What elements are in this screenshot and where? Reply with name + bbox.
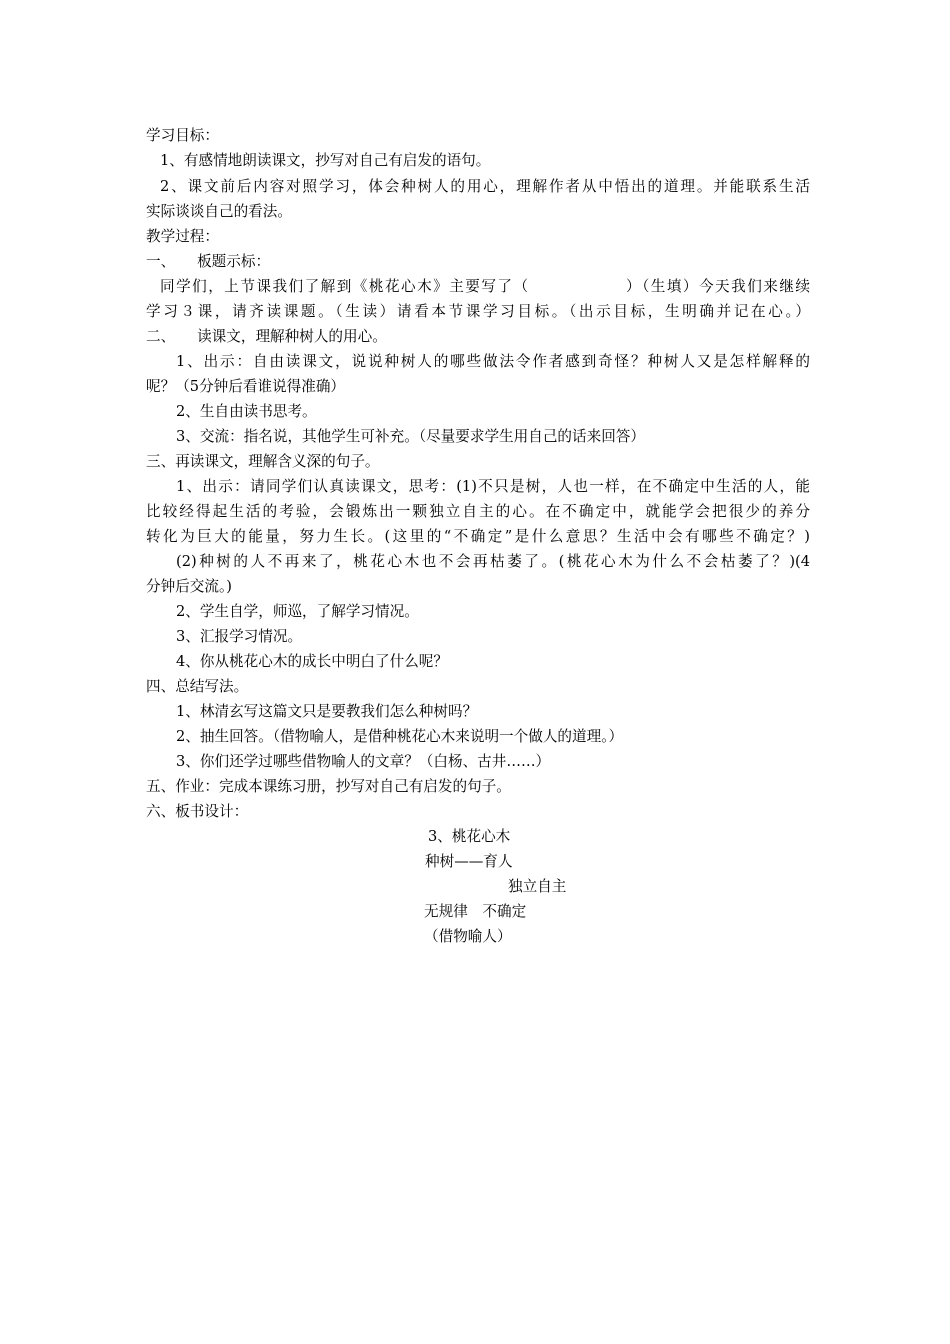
section-3-item-1-line-2: 比较经得起生活的考验，会锻炼出一颗独立自主的心。在不确定中，就能学会把很少的养分 [146,503,810,520]
section-3-item-1-line-4: (2)种树的人不再来了，桃花心木也不会再枯萎了。(桃花心木为什么不会枯萎了？)(4 [176,553,810,570]
section-2-item-1-line-1: 1、出示：自由读课文，说说种树人的哪些做法令作者感到奇怪？种树人又是怎样解释的 [176,353,810,370]
objective-2-line-1: 2、课文前后内容对照学习，体会种树人的用心，理解作者从中悟出的道理。并能联系生活 [160,178,810,195]
section-4-item-2: 2、抽生回答。（借物喻人，是借种桃花心木来说明一个做人的道理。） [176,728,624,745]
section-6-title: 六、板书设计： [146,803,249,820]
objective-1: 1、有感情地朗读课文，抄写对自己有启发的语句。 [160,152,491,169]
section-2-item-2: 2、生自由读书思考。 [176,403,317,420]
section-2-item-1-line-2: 呢？（5分钟后看谁说得准确） [146,378,346,395]
section-3-item-1-line-3: 转化为巨大的能量，努力生长。(这里的“不确定”是什么意思？生活中会有哪些不确定？) [146,528,810,545]
section-3-item-1-line-5: 分钟后交流。) [146,578,232,595]
section-3-item-2: 2、学生自学，师巡，了解学习情况。 [176,603,419,620]
board-line-4: （借物喻人） [424,928,512,945]
section-1-title: 一、 板题示标： [146,253,271,270]
section-1-paragraph-line-1: 同学们，上节课我们了解到《桃花心木》主要写了（ ）（生填）今天我们来继续 [160,278,810,295]
section-1-paragraph-line-2: 学习３课，请齐读课题。（生读）请看本节课学习目标。（出示目标，生明确并记在心。） [146,303,810,320]
section-2-title: 二、 读课文，理解种树人的用心。 [146,328,387,345]
board-line-2: 独立自主 [508,878,567,895]
board-title: 3、桃花心木 [428,828,511,845]
objective-2-line-2: 实际谈谈自己的看法。 [146,203,292,220]
section-4-item-3: 3、你们还学过哪些借物喻人的文章？（白杨、古井……） [176,753,551,770]
section-5-title: 五、作业：完成本课练习册，抄写对自己有启发的句子。 [146,778,511,795]
process-heading: 教学过程： [146,228,219,245]
section-4-item-1: 1、林清玄写这篇文只是要教我们怎么种树吗？ [176,703,478,720]
section-4-title: 四、总结写法。 [146,678,249,695]
board-line-1: 种树——育人 [425,853,513,870]
section-3-item-4: 4、你从桃花心木的成长中明白了什么呢？ [176,653,448,670]
section-3-item-1-line-1: 1、出示：请同学们认真读课文，思考：(1)不只是树，人也一样，在不确定中生活的人，能 [176,478,810,495]
section-3-title: 三、再读课文，理解含义深的句子。 [146,453,380,470]
objectives-heading: 学习目标： [146,127,219,144]
section-2-item-3: 3、交流：指名说，其他学生可补充。（尽量要求学生用自己的话来回答） [176,428,645,445]
board-line-3: 无规律 不确定 [424,903,527,920]
section-3-item-3: 3、汇报学习情况。 [176,628,303,645]
